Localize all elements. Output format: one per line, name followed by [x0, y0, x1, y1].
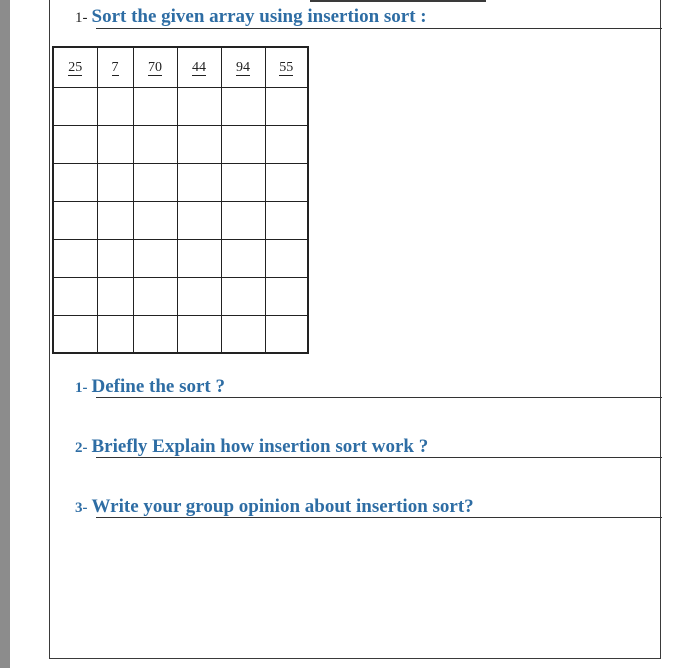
empty-cell[interactable]: [53, 201, 97, 239]
empty-cell[interactable]: [97, 277, 133, 315]
empty-cell[interactable]: [97, 239, 133, 277]
empty-cell[interactable]: [177, 87, 221, 125]
array-cell: [177, 47, 221, 87]
empty-cell[interactable]: [53, 87, 97, 125]
empty-cell[interactable]: [97, 163, 133, 201]
empty-cell[interactable]: [133, 201, 177, 239]
grid-row: [53, 239, 308, 277]
question-1-heading: [75, 6, 427, 28]
insertion-sort-grid: [52, 46, 309, 354]
array-cell: [265, 47, 308, 87]
empty-cell[interactable]: [53, 125, 97, 163]
empty-cell[interactable]: [265, 315, 308, 353]
empty-cell[interactable]: [53, 315, 97, 353]
empty-cell[interactable]: [133, 87, 177, 125]
empty-cell[interactable]: [53, 277, 97, 315]
empty-cell[interactable]: [265, 87, 308, 125]
sub-question-1: [75, 376, 225, 398]
array-value: 25: [68, 60, 83, 76]
array-value: 55: [279, 60, 294, 76]
question-number: 3-: [75, 500, 88, 516]
empty-cell[interactable]: [133, 315, 177, 353]
empty-cell[interactable]: [97, 201, 133, 239]
answer-line: [96, 397, 662, 398]
empty-rows: [53, 87, 308, 353]
sub-question-3: [75, 496, 474, 518]
empty-cell[interactable]: [177, 277, 221, 315]
empty-cell[interactable]: [177, 315, 221, 353]
question-number: 1-: [75, 10, 88, 26]
empty-cell[interactable]: [133, 125, 177, 163]
empty-cell[interactable]: [133, 239, 177, 277]
array-value: 94: [236, 60, 250, 76]
grid-row: [53, 277, 308, 315]
answer-line: [96, 457, 662, 458]
empty-cell[interactable]: [177, 201, 221, 239]
empty-cell[interactable]: [177, 125, 221, 163]
empty-cell[interactable]: [221, 277, 265, 315]
array-value: 7: [111, 60, 119, 76]
left-border-bar: [0, 0, 10, 668]
empty-cell[interactable]: [177, 163, 221, 201]
empty-cell[interactable]: [97, 315, 133, 353]
array-value: 44: [192, 60, 206, 76]
grid-row: [53, 87, 308, 125]
empty-cell[interactable]: [265, 277, 308, 315]
array-cell: [221, 47, 265, 87]
array-cell: [53, 47, 97, 87]
empty-cell[interactable]: [221, 315, 265, 353]
question-text: Sort the given array using insertion sort :: [91, 6, 427, 27]
empty-cell[interactable]: [221, 125, 265, 163]
question-text: Define the sort ?: [91, 376, 225, 397]
answer-line: [96, 517, 662, 518]
array-row: [53, 47, 308, 87]
question-text: Write your group opinion about insertion sort?: [91, 496, 474, 517]
sub-question-2: [75, 436, 428, 458]
empty-cell[interactable]: [133, 277, 177, 315]
grid-row: [53, 163, 308, 201]
empty-cell[interactable]: [265, 201, 308, 239]
array-cell: [133, 47, 177, 87]
empty-cell[interactable]: [221, 163, 265, 201]
grid-row: [53, 125, 308, 163]
empty-cell[interactable]: [97, 87, 133, 125]
question-number: 1-: [75, 380, 88, 396]
array-value: 70: [148, 60, 162, 76]
empty-cell[interactable]: [221, 201, 265, 239]
empty-cell[interactable]: [133, 163, 177, 201]
empty-cell[interactable]: [221, 239, 265, 277]
empty-cell[interactable]: [221, 87, 265, 125]
empty-cell[interactable]: [53, 163, 97, 201]
answer-line: [96, 28, 662, 29]
empty-cell[interactable]: [265, 125, 308, 163]
empty-cell[interactable]: [265, 163, 308, 201]
top-divider-line: [310, 0, 486, 2]
empty-cell[interactable]: [265, 239, 308, 277]
grid-row: [53, 201, 308, 239]
question-text: Briefly Explain how insertion sort work ?: [91, 436, 429, 457]
question-number: 2-: [75, 440, 88, 456]
grid-row: [53, 315, 308, 353]
empty-cell[interactable]: [177, 239, 221, 277]
array-cell: [97, 47, 133, 87]
empty-cell[interactable]: [97, 125, 133, 163]
empty-cell[interactable]: [53, 239, 97, 277]
